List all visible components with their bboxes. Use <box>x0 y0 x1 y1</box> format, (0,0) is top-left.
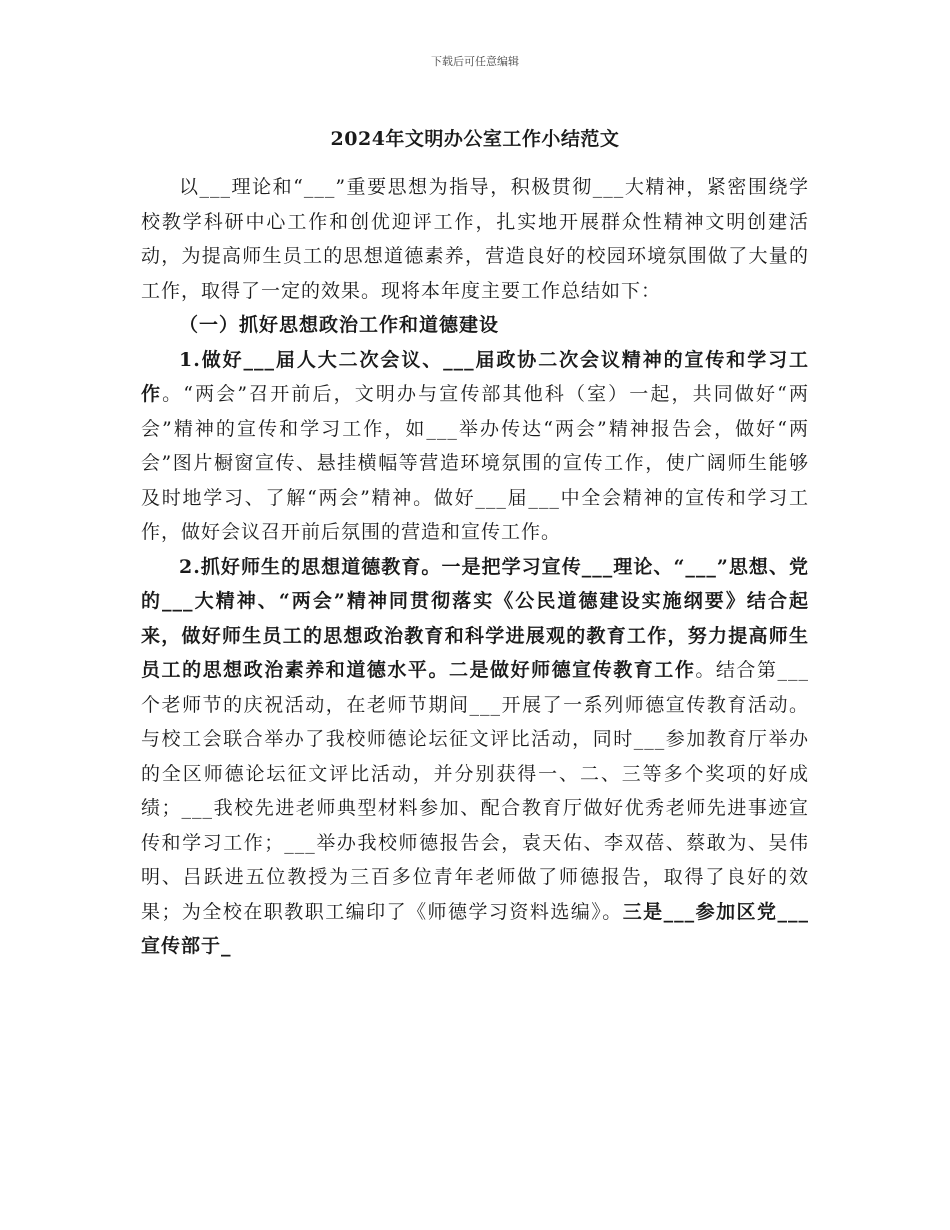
document-body <box>141 170 809 964</box>
section-heading <box>141 308 809 343</box>
text-run: （一）抓好思想政治工作和道德建设 <box>179 314 500 336</box>
text-run: 。结合第___个老师节的庆祝活动，在老师节期间___开展了一系列师德宣传教育活动。与校工会联合举办了我校师德论坛征文评比活动，同时___参加教育厅举办的全区师德论坛征文评比活动，并分别获得一、二、三等多个奖项的好成绩；___我校先进老师典型材料参加、配合教育厅做好优秀老师先进事迹宣传和学习工作；___举办我校师德报告会，袁天佑、李双蓓、蔡敢为、吴伟明、吕跃进五位教授为三百多位青年老师做了师德报告，取得了良好的效果；为全校在职教职工编印了《师德学习资料选编》。 <box>141 659 809 923</box>
text-run: 三是___参加区党___宣传部于_ <box>141 900 809 957</box>
document-title: 2024年文明办公室工作小结范文 <box>330 128 620 150</box>
text-run: 1.做好___届人大二次会议、___届政协二次会议精神的宣传和学习工作 <box>141 348 809 405</box>
text-run: 2.抓好师生的思想道德教育。一是把学习宣传___理论、“___”思想、党的___大精神、“两会”精神同贯彻落实《公民道德建设实施纲要》结合起来，做好师生员工的思想政治教育和科学进展观的教育工作，努力提高师生员工的思想政治素养和道德水平。二是做好师德宣传教育工作 <box>141 555 809 681</box>
text-run: 以___理论和“___”重要思想为指导，积极贯彻___大精神，紧密围绕学校教学科研中心工作和创优迎评工作，扎实地开展群众性精神文明创建活动，为提高师生员工的思想道德素养，营造良好的校园环境氛围做了大量的工作，取得了一定的效果。现将本年度主要工作总结如下： <box>141 176 809 302</box>
paragraph-item-1 <box>141 343 809 550</box>
text-run: 。“两会”召开前后，文明办与宣传部其他科（室）一起，共同做好“两会”精神的宣传和学习工作，如___举办传达“两会”精神报告会，做好“两会”图片橱窗宣传、悬挂横幅等营造环境氛围的宣传工作，使广阔师生能够及时地学习、了解“两会”精神。做好___届___中全会精神的宣传和学习工作，做好会议召开前后氛围的营造和宣传工作。 <box>141 383 809 543</box>
page-header: 下载后可任意编辑 <box>431 55 519 68</box>
paragraph-item-2 <box>141 550 809 964</box>
paragraph-intro <box>141 170 809 308</box>
